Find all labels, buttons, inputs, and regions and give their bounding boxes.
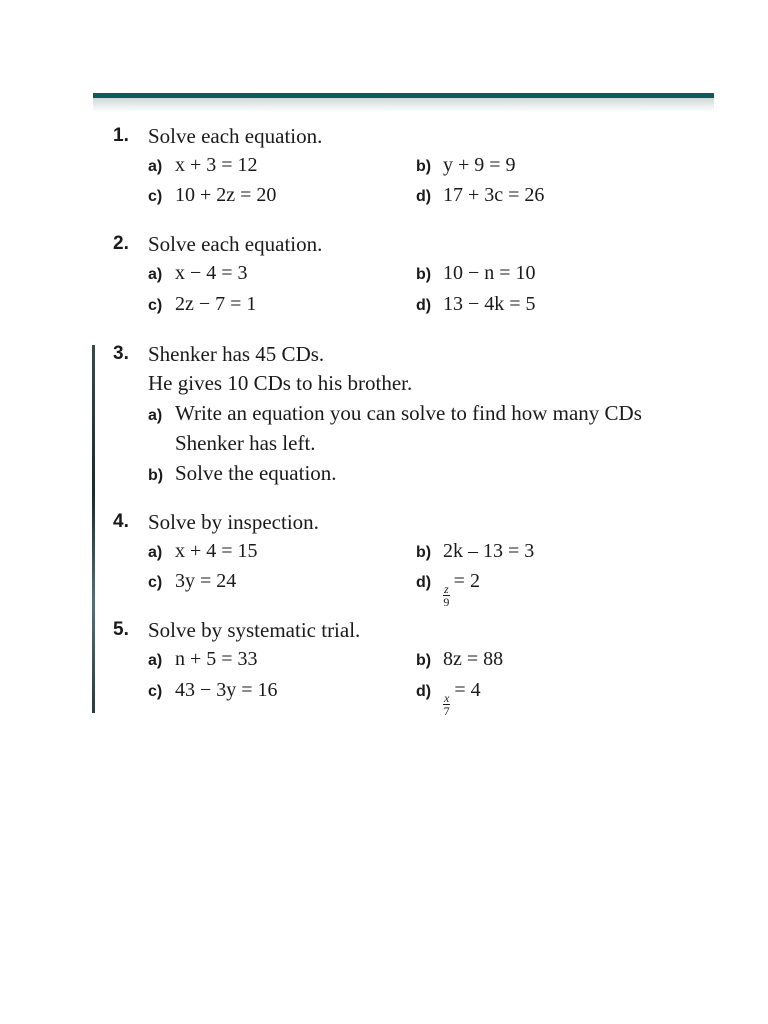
question-prompt: Solve each equation. bbox=[148, 124, 323, 148]
equation: n + 5 = 33 bbox=[175, 648, 258, 670]
part-a bbox=[148, 153, 258, 179]
part-d bbox=[416, 292, 536, 318]
part-text: Write an equation you can solve to find how many CDs bbox=[175, 401, 642, 425]
equation: x − 4 = 3 bbox=[175, 262, 248, 284]
question-prompt: Solve by systematic trial. bbox=[148, 618, 361, 642]
fraction-denominator: 7 bbox=[443, 704, 450, 718]
equation: 2k – 13 = 3 bbox=[443, 540, 535, 562]
header-rule-shadow bbox=[93, 98, 714, 112]
part-d bbox=[416, 678, 481, 717]
part-label: b) bbox=[416, 266, 432, 283]
part-label: d) bbox=[416, 297, 432, 314]
part-d bbox=[416, 569, 480, 608]
equation: 43 − 3y = 16 bbox=[175, 679, 278, 701]
question-number: 5. bbox=[113, 619, 129, 640]
part-b bbox=[416, 261, 536, 287]
equation: 13 − 4k = 5 bbox=[443, 293, 536, 315]
equation: y + 9 = 9 bbox=[443, 154, 516, 176]
fraction-denominator: 9 bbox=[443, 595, 450, 609]
equation: 17 + 3c = 26 bbox=[443, 184, 545, 206]
question-number: 2. bbox=[113, 233, 129, 254]
part-b bbox=[416, 153, 516, 179]
part-label: b) bbox=[148, 467, 164, 484]
part-c bbox=[148, 292, 256, 318]
part-a bbox=[148, 401, 642, 428]
part-label: d) bbox=[416, 188, 432, 205]
question-prompt: Solve by inspection. bbox=[148, 510, 319, 534]
part-label: c) bbox=[148, 683, 163, 700]
question-prompt: Solve each equation. bbox=[148, 232, 323, 256]
part-label: c) bbox=[148, 574, 163, 591]
part-label: a) bbox=[148, 544, 163, 561]
equation: 3y = 24 bbox=[175, 570, 237, 592]
fraction bbox=[443, 692, 450, 717]
part-c bbox=[148, 183, 276, 209]
part-label: b) bbox=[416, 544, 432, 561]
part-label: a) bbox=[148, 652, 163, 669]
equation: 2z − 7 = 1 bbox=[175, 293, 257, 315]
fraction bbox=[443, 583, 450, 608]
part-label: c) bbox=[148, 188, 163, 205]
part-label: d) bbox=[416, 683, 432, 700]
question-prompt: Shenker has 45 CDs. bbox=[148, 342, 325, 366]
part-b bbox=[148, 461, 337, 488]
part-a bbox=[148, 647, 258, 673]
question-number: 1. bbox=[113, 125, 129, 146]
question-number: 3. bbox=[113, 343, 129, 364]
fraction-numerator: x bbox=[444, 691, 450, 705]
part-label: d) bbox=[416, 574, 432, 591]
part-a bbox=[148, 539, 258, 565]
part-label: b) bbox=[416, 158, 432, 175]
part-d bbox=[416, 183, 544, 209]
part-b bbox=[416, 539, 534, 565]
part-text: Solve the equation. bbox=[175, 461, 337, 485]
equation-rest: = 4 bbox=[454, 679, 481, 701]
part-label: a) bbox=[148, 407, 163, 424]
part-a-text-line-2: Shenker has left. bbox=[175, 431, 316, 455]
part-label: c) bbox=[148, 297, 163, 314]
question-number: 4. bbox=[113, 511, 129, 532]
equation: x + 4 = 15 bbox=[175, 540, 258, 562]
equation: 10 − n = 10 bbox=[443, 262, 536, 284]
equation: 8z = 88 bbox=[443, 648, 504, 670]
equation: 10 + 2z = 20 bbox=[175, 184, 277, 206]
part-label: a) bbox=[148, 266, 163, 283]
question-prompt-line-2: He gives 10 CDs to his brother. bbox=[148, 371, 413, 395]
part-label: b) bbox=[416, 652, 432, 669]
part-c bbox=[148, 678, 278, 704]
part-label: a) bbox=[148, 158, 163, 175]
part-b bbox=[416, 647, 503, 673]
equation-rest: = 2 bbox=[453, 570, 480, 592]
margin-bar bbox=[92, 345, 95, 713]
equation: x + 3 = 12 bbox=[175, 154, 258, 176]
fraction-numerator: z bbox=[444, 582, 449, 596]
part-c bbox=[148, 569, 236, 595]
part-a bbox=[148, 261, 248, 287]
